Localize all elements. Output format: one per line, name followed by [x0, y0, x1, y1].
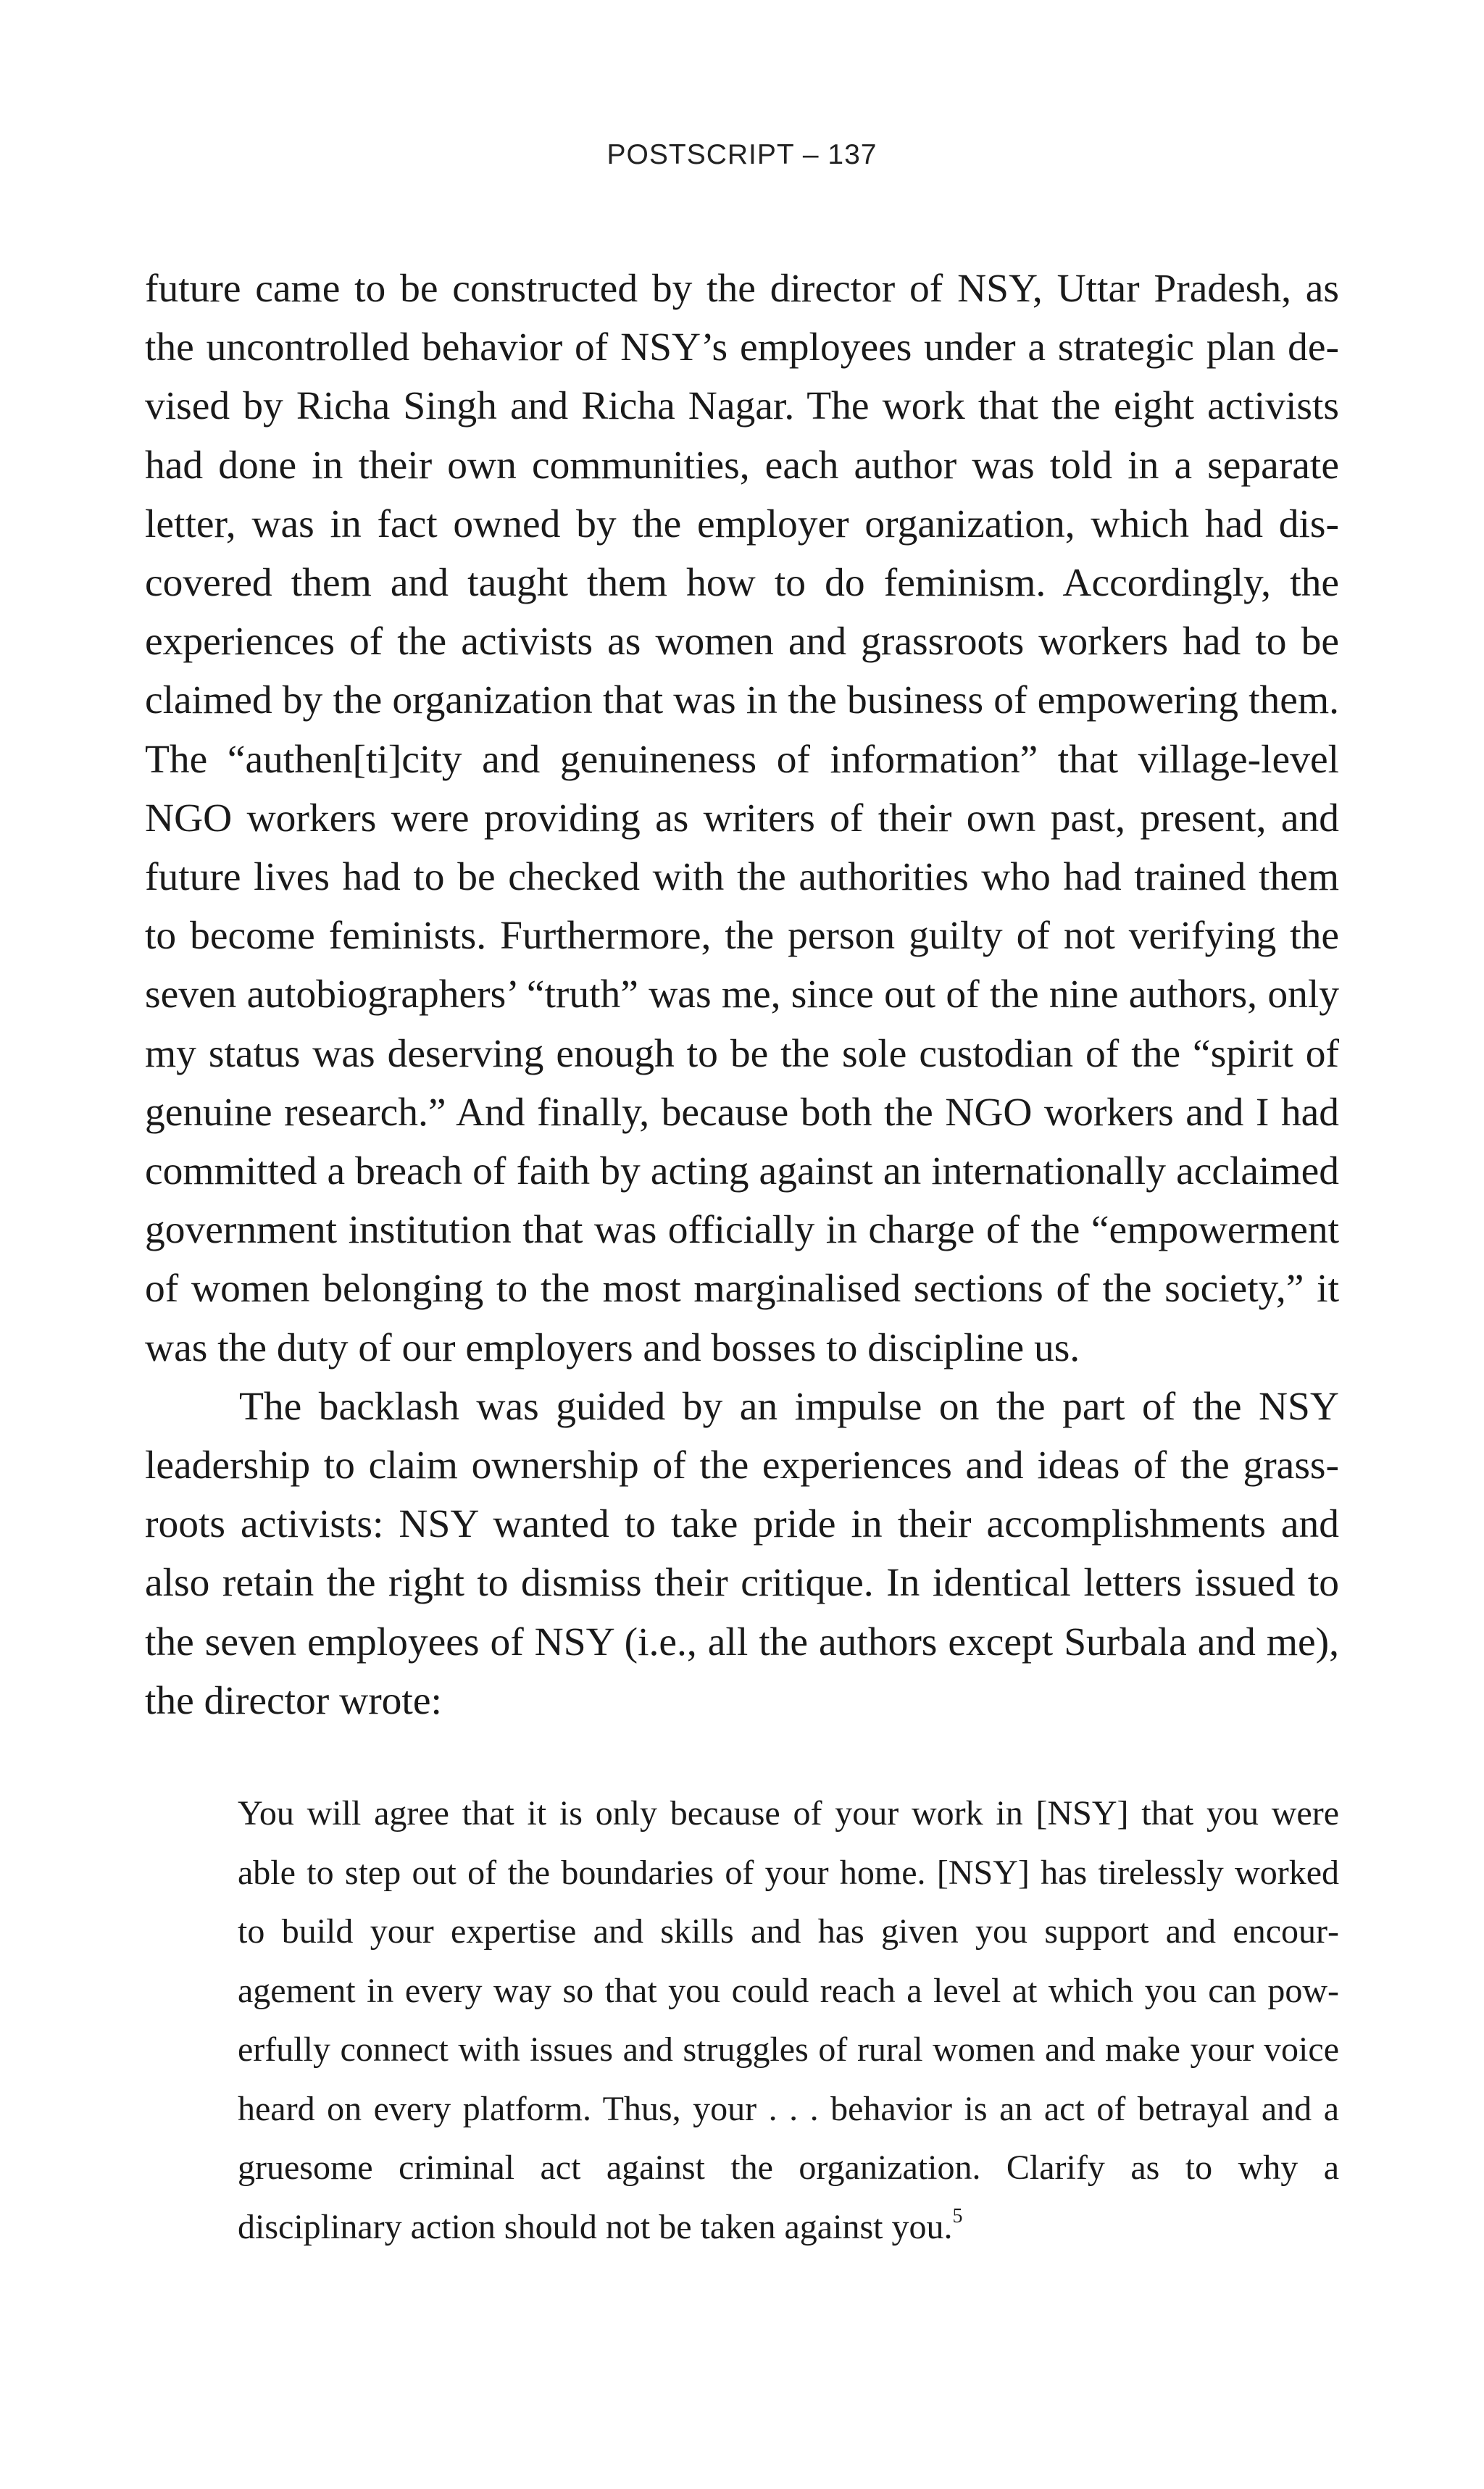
block-quote-paragraph	[238, 1784, 1339, 2256]
paragraph-2: The backlash was guided by an impulse on the part of the NSY leadership to claim ownership of the experiences and ideas of the grassroots activists: NSY wanted to take pride in their accomplishments and also retain the right to dismiss their critique. In identical letters issued to the seven employees of NSY (i.e., all the authors except Surbala and me), the director wrote:	[145, 1384, 1339, 1723]
body-text	[145, 259, 1339, 1730]
paragraph-1: future came to be constructed by the director of NSY, Uttar Pradesh, as the uncontrolled behavior of NSY’s employees under a strategic plan devised by Richa Singh and Richa Nagar. The work that the eight activists had done in their own communities, each author was told in a separate letter, was in fact owned by the employer organization, which had discovered them and taught them how to do feminism. Accordingly, the experiences of the activists as women and grassroots workers had to be claimed by the organization that was in the business of empowering them. The “authen[ti]city and genuineness of information” that village-level NGO workers were providing as writers of their own past, present, and future lives had to be checked with the authorities who had trained them to become feminists. Furthermore, the person guilty of not verifying the seven autobiographers’ “truth” was me, since out of the nine authors, only my status was deserving enough to be the sole custodian of the “spirit of genuine research.” And finally, because both the NGO workers and I had committed a breach of faith by acting against an internationally acclaimed government institution that was officially in charge of the “empowerment of women belonging to the most marginalised sections of the society,” it was the duty of our employers and bosses to discipline us.	[145, 267, 1339, 1370]
block-quote-text: You will agree that it is only because of your work in [NSY] that you were able to step out of the boundaries of your home. [NSY] has tirelessly worked to build your expertise and skills and has given you support and encouragement in every way so that you could reach a level at which you can powerfully connect with issues and struggles of rural women and make your voice heard on every platform. Thus, your . . . behavior is an act of betrayal and a gruesome criminal act against the organization. Clarify as to why a disciplinary action should not be taken against you.	[238, 1794, 1339, 2246]
running-head: POSTSCRIPT – 137	[606, 139, 878, 170]
footnote-marker[interactable]: 5	[952, 2204, 963, 2227]
block-quote	[238, 1784, 1339, 2256]
